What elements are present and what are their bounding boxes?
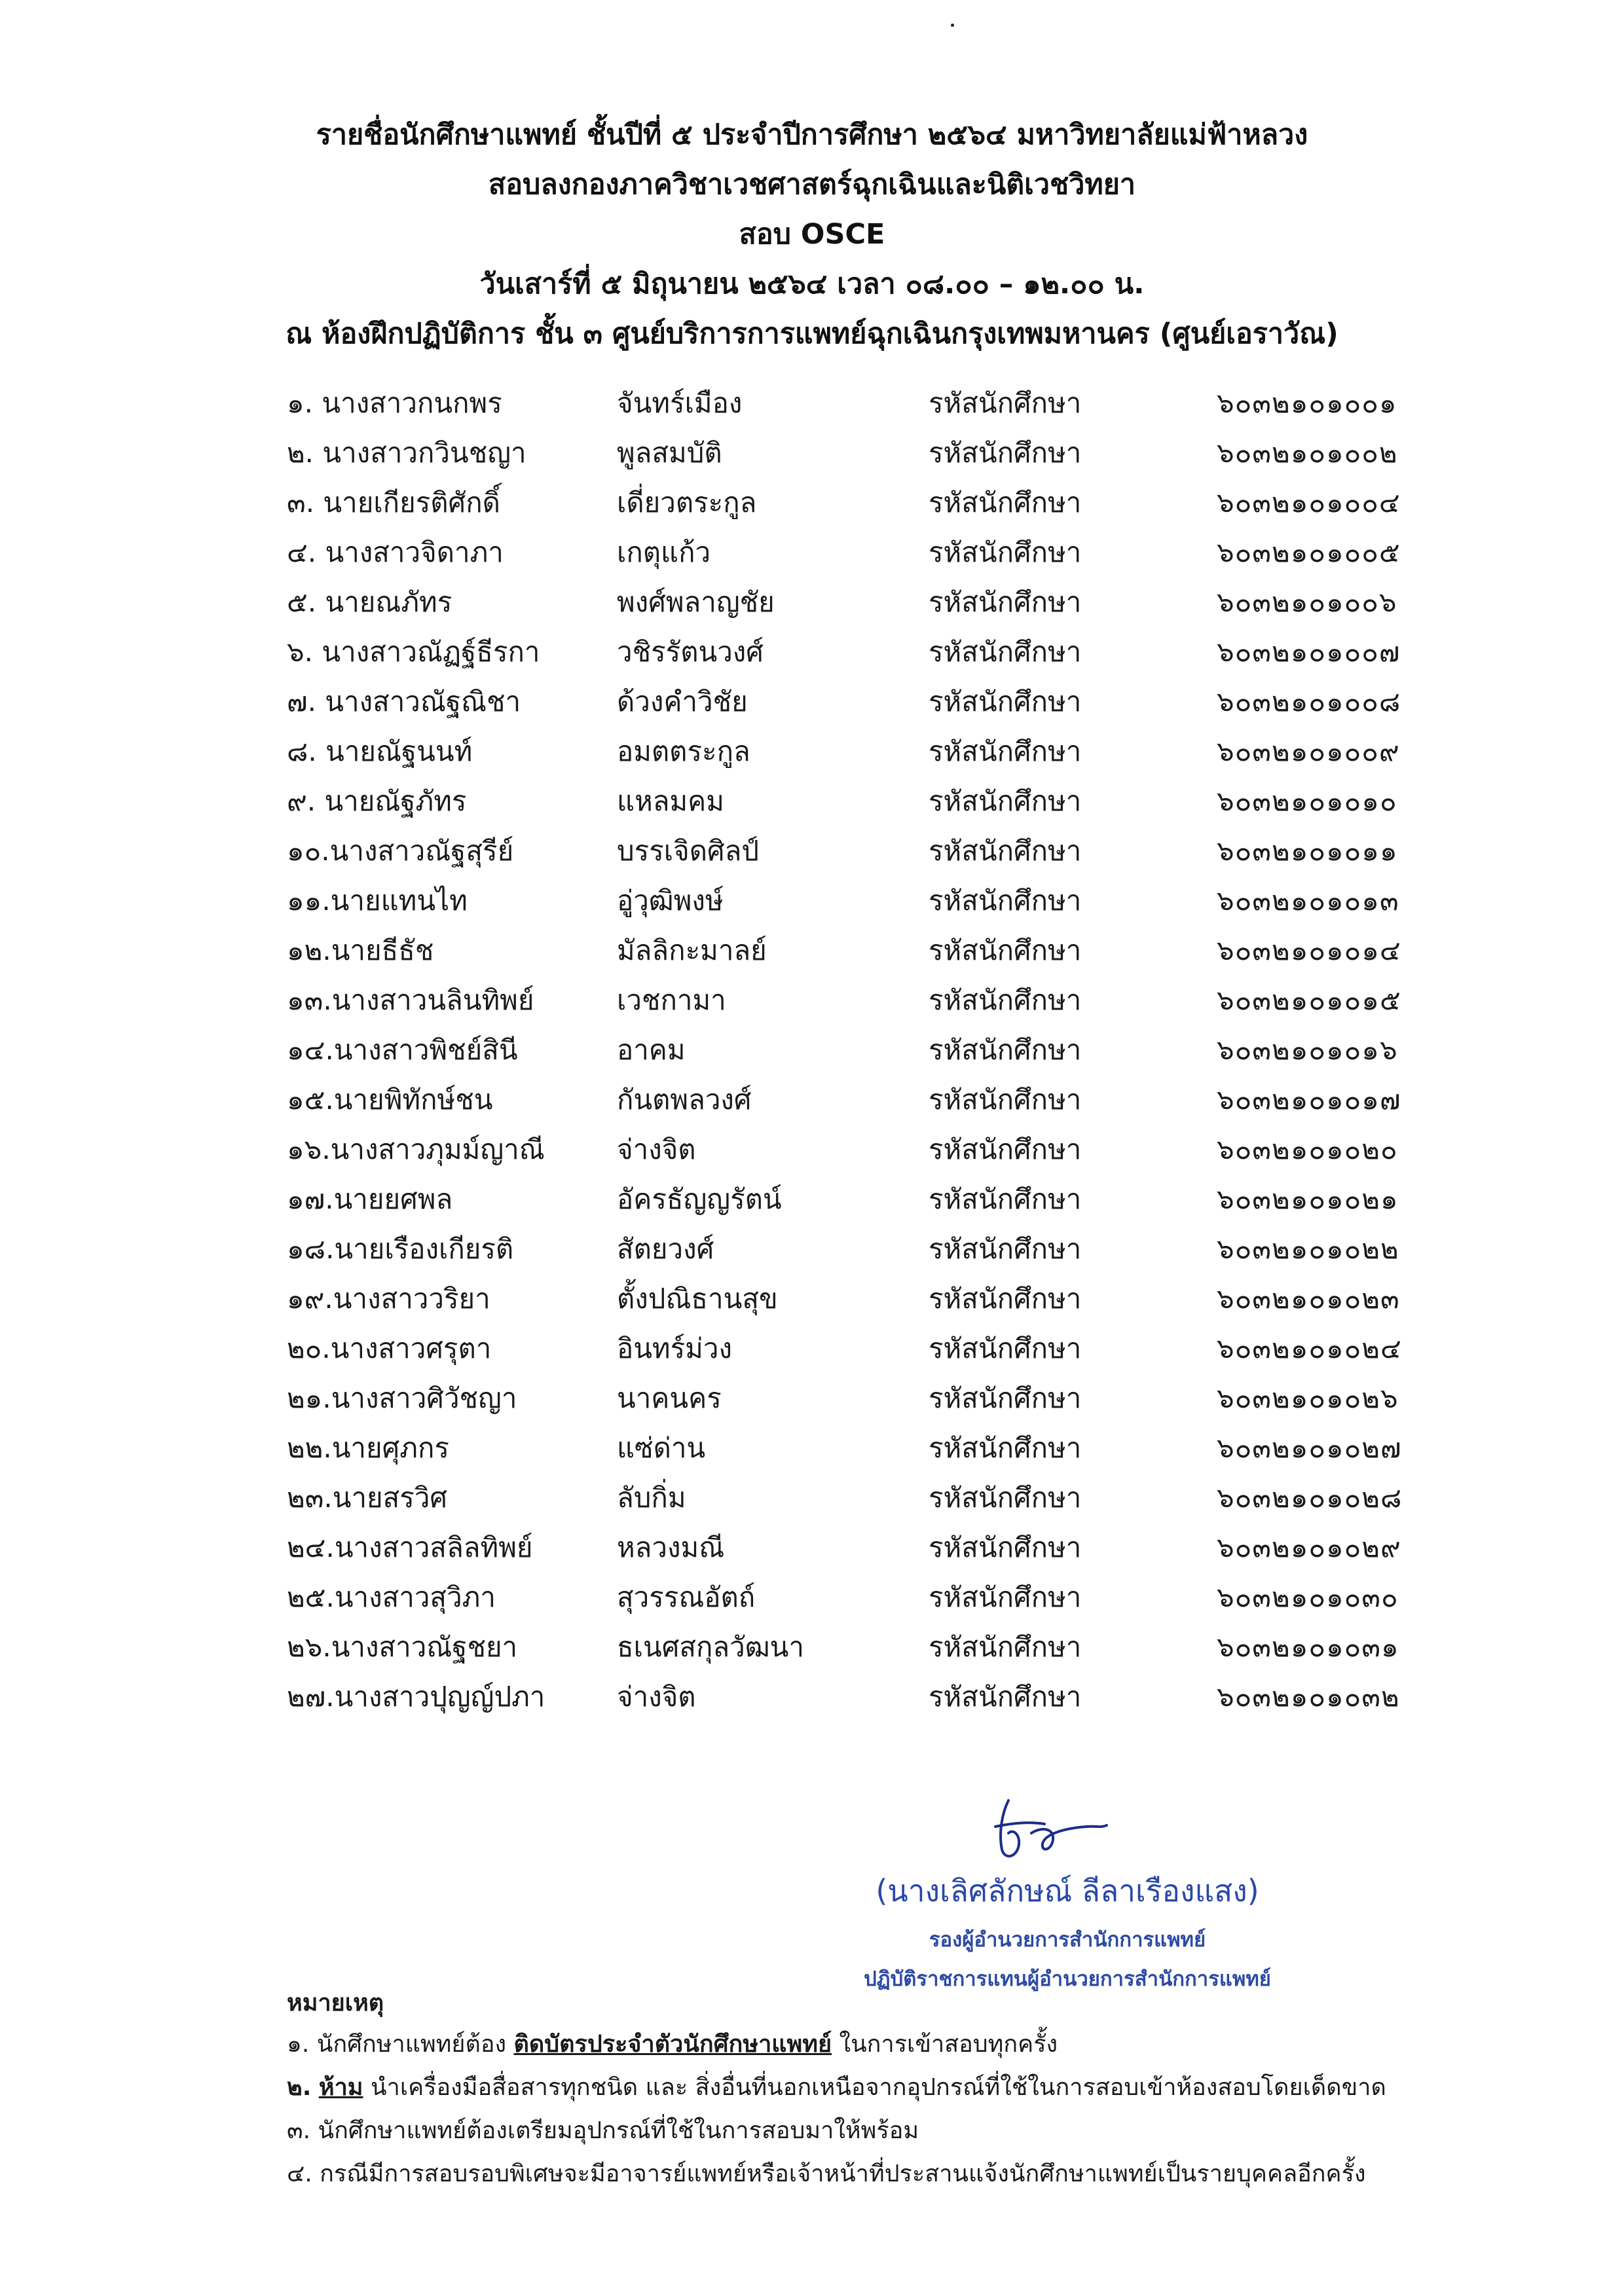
- student-row: [287, 1129, 1466, 1179]
- student-name: ๓. นายเกียรติศักดิ์: [287, 486, 500, 519]
- student-row: [287, 731, 1466, 781]
- student-surname: จ่างจิต: [617, 1681, 696, 1713]
- student-surname: อาคม: [617, 1034, 686, 1066]
- student-id-label: รหัสนักศึกษา: [929, 1233, 1082, 1265]
- student-id-label: รหัสนักศึกษา: [929, 1283, 1082, 1315]
- student-surname: บรรเจิดศิลป์: [617, 835, 760, 867]
- remarks-section: [287, 1984, 1531, 2196]
- student-name: ๑๕.นายพิทักษ์ชน: [287, 1084, 493, 1116]
- student-name: ๑๒.นายธีธัช: [287, 934, 434, 966]
- student-row: [287, 582, 1466, 632]
- student-surname: อัครธัญญรัตน์: [617, 1183, 782, 1215]
- signatory-title: รองผู้อำนวยการสำนักการแพทย์: [929, 1928, 1206, 1952]
- student-row: [287, 831, 1466, 881]
- student-row: [287, 1378, 1466, 1428]
- student-id-label: รหัสนักศึกษา: [929, 685, 1082, 718]
- student-id-label: รหัสนักศึกษา: [929, 1382, 1082, 1414]
- student-row: [287, 1080, 1466, 1129]
- student-row: [287, 433, 1466, 483]
- student-name: ๕. นายณภัทร: [287, 586, 452, 618]
- student-id: ๖๐๓๒๑๐๑๐๒๘: [1217, 1482, 1403, 1514]
- header-location: ณ ห้องฝึกปฏิบัติการ ชั้น ๓ ศูนย์บริการการแพทย์ฉุกเฉินกรุงเทพมหานคร (ศูนย์เอราวัณ): [286, 318, 1338, 350]
- student-id-label: รหัสนักศึกษา: [929, 1531, 1082, 1563]
- student-row: [287, 1627, 1466, 1677]
- student-name: ๑๙.นางสาววริยา: [287, 1283, 490, 1315]
- student-name: ๒๓.นายสรวิศ: [287, 1482, 448, 1514]
- student-surname: เวชกามา: [617, 984, 726, 1016]
- student-id: ๖๐๓๒๑๐๑๐๑๐: [1217, 785, 1397, 817]
- student-row: [287, 1328, 1466, 1378]
- remark-1-prefix: ๑. นักศึกษาแพทย์ต้อง: [287, 2031, 514, 2058]
- student-name: ๒๖.นางสาวณัฐชยา: [287, 1631, 518, 1663]
- student-name: ๑. นางสาวกนกพร: [287, 387, 502, 419]
- student-id: ๖๐๓๒๑๐๑๐๒๑: [1217, 1183, 1399, 1215]
- student-surname: พงศ์พลาญชัย: [617, 586, 775, 618]
- student-id: ๖๐๓๒๑๐๑๐๓๐: [1217, 1581, 1399, 1613]
- student-id: ๖๐๓๒๑๐๑๐๒๔: [1217, 1332, 1402, 1364]
- student-row: [287, 930, 1466, 980]
- student-id: ๖๐๓๒๑๐๑๐๑๗: [1217, 1084, 1401, 1116]
- student-row: [287, 1428, 1466, 1478]
- student-name: ๑๘.นายเรืองเกียรติ: [287, 1233, 514, 1265]
- student-row: [287, 383, 1466, 433]
- student-id-label: รหัสนักศึกษา: [929, 1482, 1082, 1514]
- student-surname: จ่างจิต: [617, 1133, 696, 1165]
- student-row: [287, 1279, 1466, 1328]
- student-name: ๒๗.นางสาวปุญญ์ปภา: [287, 1681, 545, 1713]
- student-surname: แซ่ด่าน: [617, 1432, 706, 1464]
- signatory-acting-title: ปฏิบัติราชการแทนผู้อำนวยการสำนักการแพทย์: [864, 1967, 1271, 1991]
- student-id-label: รหัสนักศึกษา: [929, 1133, 1082, 1165]
- student-id: ๖๐๓๒๑๐๑๐๐๖: [1217, 586, 1397, 618]
- student-name: ๘. นายณัฐนนท์: [287, 735, 473, 767]
- student-row: [287, 781, 1466, 831]
- student-id: ๖๐๓๒๑๐๑๐๐๙: [1217, 735, 1400, 767]
- header-date-time: วันเสาร์ที่ ๕ มิถุนายน ๒๕๖๔ เวลา ๐๘.๐๐ – ๑๒.๐๐ น.: [479, 268, 1145, 301]
- student-name: ๑๗.นายยศพล: [287, 1183, 453, 1215]
- student-name: ๑๖.นางสาวภุมม์ญาณี: [287, 1133, 545, 1165]
- student-id: ๖๐๓๒๑๐๑๐๑๕: [1217, 984, 1401, 1016]
- student-surname: กันตพลวงศ์: [617, 1084, 752, 1116]
- student-id: ๖๐๓๒๑๐๑๐๑๓: [1217, 884, 1399, 917]
- remark-1-emphasis: ติดบัตรประจำตัวนักศึกษาแพทย์: [513, 2031, 832, 2058]
- student-id-label: รหัสนักศึกษา: [929, 1183, 1082, 1215]
- student-surname: สุวรรณอัตถ์: [617, 1581, 756, 1613]
- student-surname: นาคนคร: [617, 1382, 722, 1414]
- student-id: ๖๐๓๒๑๐๑๐๑๑: [1217, 835, 1398, 867]
- student-name: ๗. นางสาวณัฐณิชา: [287, 685, 521, 718]
- student-id-label: รหัสนักศึกษา: [929, 387, 1082, 419]
- student-surname: ตั้งปณิธานสุข: [617, 1283, 778, 1315]
- student-surname: แหลมคม: [617, 785, 724, 817]
- student-name: ๒๔.นางสาวสลิลทิพย์: [287, 1531, 533, 1563]
- student-surname: หลวงมณี: [617, 1531, 725, 1563]
- student-id: ๖๐๓๒๑๐๑๐๓๒: [1217, 1681, 1400, 1713]
- student-surname: อู่วุฒิพงษ์: [617, 884, 724, 917]
- student-id: ๖๐๓๒๑๐๑๐๓๑: [1217, 1631, 1399, 1663]
- student-row: [287, 1478, 1466, 1527]
- student-id: ๖๐๓๒๑๐๑๐๐๒: [1217, 437, 1398, 469]
- student-id: ๖๐๓๒๑๐๑๐๐๔: [1217, 486, 1401, 519]
- remarks-title: หมายเหตุ: [287, 1990, 384, 2016]
- remark-2-emphasis: ห้าม: [318, 2074, 363, 2101]
- student-name: ๑๑.นายแทนไท: [287, 884, 468, 917]
- student-row: [287, 483, 1466, 532]
- header-exam-type: สอบ OSCE: [739, 218, 885, 251]
- student-name: ๑๔.นางสาวพิชย์สินี: [287, 1034, 518, 1066]
- student-name: ๖. นางสาวณัฏฐ์ธีรกา: [287, 636, 540, 668]
- student-id-label: รหัสนักศึกษา: [929, 1332, 1082, 1364]
- student-row: [287, 1179, 1466, 1229]
- remark-4: ๔. กรณีมีการสอบรอบพิเศษจะมีอาจารย์แพทย์หรือเจ้าหน้าที่ประสานแจ้งนักศึกษาแพทย์เป็นรายบุคคลอีกครั้ง: [287, 2160, 1366, 2187]
- student-id: ๖๐๓๒๑๐๑๐๒๒: [1217, 1233, 1399, 1265]
- student-name: ๒๑.นางสาวศิวัชญา: [287, 1382, 517, 1414]
- signatory-name: (นางเลิศลักษณ์ ลีลาเรืองแสง): [876, 1873, 1259, 1908]
- student-name: ๒๒.นายศุภกร: [287, 1432, 449, 1464]
- remark-3: ๓. นักศึกษาแพทย์ต้องเตรียมอุปกรณ์ที่ใช้ในการสอบมาให้พร้อม: [287, 2117, 919, 2144]
- student-row: [287, 1229, 1466, 1279]
- student-id: ๖๐๓๒๑๐๑๐๒๓: [1217, 1283, 1400, 1315]
- student-name: ๒๐.นางสาวศรุตา: [287, 1332, 492, 1364]
- header-title: รายชื่อนักศึกษาแพทย์ ชั้นปีที่ ๕ ประจำปีการศึกษา ๒๕๖๔ มหาวิทยาลัยแม่ฟ้าหลวง: [316, 118, 1308, 151]
- student-id-label: รหัสนักศึกษา: [929, 586, 1082, 618]
- student-row: [287, 682, 1466, 731]
- student-name: ๙. นายณัฐภัทร: [287, 785, 467, 817]
- document-header: [0, 110, 1624, 359]
- student-id: ๖๐๓๒๑๐๑๐๒๖: [1217, 1382, 1399, 1414]
- student-surname: จันทร์เมือง: [617, 387, 743, 419]
- student-name: ๑๐.นางสาวณัฐสุรีย์: [287, 835, 514, 867]
- student-id-label: รหัสนักศึกษา: [929, 984, 1082, 1016]
- remark-2: [287, 2066, 1531, 2109]
- student-row: [287, 980, 1466, 1030]
- student-surname: วชิรรัตนวงศ์: [617, 636, 764, 668]
- handwritten-signature: [982, 1787, 1113, 1872]
- student-id-label: รหัสนักศึกษา: [929, 1034, 1082, 1066]
- student-name: ๒๕.นางสาวสุวิภา: [287, 1581, 496, 1613]
- student-surname: ด้วงคำวิชัย: [617, 685, 748, 718]
- student-surname: สัตยวงศ์: [617, 1233, 714, 1265]
- remark-1-suffix: ในการเข้าสอบทุกครั้ง: [832, 2031, 1058, 2058]
- student-id: ๖๐๓๒๑๐๑๐๐๗: [1217, 636, 1401, 668]
- student-id: ๖๐๓๒๑๐๑๐๑๔: [1217, 934, 1401, 966]
- student-surname: พูลสมบัติ: [617, 437, 722, 469]
- student-id-label: รหัสนักศึกษา: [929, 1432, 1082, 1464]
- student-id-label: รหัสนักศึกษา: [929, 486, 1082, 519]
- student-surname: ลับกิ่ม: [617, 1482, 686, 1514]
- student-id-label: รหัสนักศึกษา: [929, 835, 1082, 867]
- student-id: ๖๐๓๒๑๐๑๐๒๐: [1217, 1133, 1398, 1165]
- student-id-label: รหัสนักศึกษา: [929, 1581, 1082, 1613]
- student-id-label: รหัสนักศึกษา: [929, 1681, 1082, 1713]
- student-row: [287, 1577, 1466, 1627]
- student-name: ๒. นางสาวกวินชญา: [287, 437, 526, 469]
- student-roster: [287, 383, 1466, 1726]
- student-name: ๑๓.นางสาวนลินทิพย์: [287, 984, 534, 1016]
- remark-2-text: นำเครื่องมือสื่อสารทุกชนิด และ สิ่งอื่นที่นอกเหนือจากอุปกรณ์ที่ใช้ในการสอบเข้าห้องสอบโดยเด็ดขาด: [363, 2074, 1386, 2101]
- student-id-label: รหัสนักศึกษา: [929, 636, 1082, 668]
- student-id: ๖๐๓๒๑๐๑๐๒๙: [1217, 1531, 1401, 1563]
- student-id: ๖๐๓๒๑๐๑๐๑๖: [1217, 1034, 1398, 1066]
- student-id-label: รหัสนักศึกษา: [929, 1631, 1082, 1663]
- student-surname: เกตุแก้ว: [617, 536, 711, 568]
- student-id-label: รหัสนักศึกษา: [929, 1084, 1082, 1116]
- student-id: ๖๐๓๒๑๐๑๐๒๗: [1217, 1432, 1402, 1464]
- student-id-label: รหัสนักศึกษา: [929, 785, 1082, 817]
- student-id-label: รหัสนักศึกษา: [929, 437, 1082, 469]
- student-surname: อมตตระกูล: [617, 735, 750, 767]
- remark-1: [287, 2023, 1531, 2066]
- student-row: [287, 1030, 1466, 1080]
- student-row: [287, 1527, 1466, 1577]
- student-row: [287, 1677, 1466, 1726]
- header-department: สอบลงกองภาควิชาเวชศาสตร์ฉุกเฉินและนิติเวชวิทยา: [488, 168, 1136, 201]
- student-surname: อินทร์ม่วง: [617, 1332, 732, 1364]
- student-id: ๖๐๓๒๑๐๑๐๐๑: [1217, 387, 1397, 419]
- student-name: ๔. นางสาวจิดาภา: [287, 536, 504, 568]
- student-id: ๖๐๓๒๑๐๑๐๐๘: [1217, 685, 1401, 718]
- student-id-label: รหัสนักศึกษา: [929, 536, 1082, 568]
- student-id-label: รหัสนักศึกษา: [929, 884, 1082, 917]
- remark-2-number: ๒.: [287, 2074, 312, 2101]
- student-id-label: รหัสนักศึกษา: [929, 735, 1082, 767]
- student-row: [287, 881, 1466, 930]
- student-row: [287, 632, 1466, 682]
- student-surname: มัลลิกะมาลย์: [617, 934, 767, 966]
- scan-speck: [951, 24, 954, 27]
- student-surname: เดี่ยวตระกูล: [617, 486, 757, 519]
- student-surname: ธเนศสกุลวัฒนา: [617, 1631, 804, 1663]
- student-id-label: รหัสนักศึกษา: [929, 934, 1082, 966]
- student-row: [287, 532, 1466, 582]
- student-id: ๖๐๓๒๑๐๑๐๐๕: [1217, 536, 1401, 568]
